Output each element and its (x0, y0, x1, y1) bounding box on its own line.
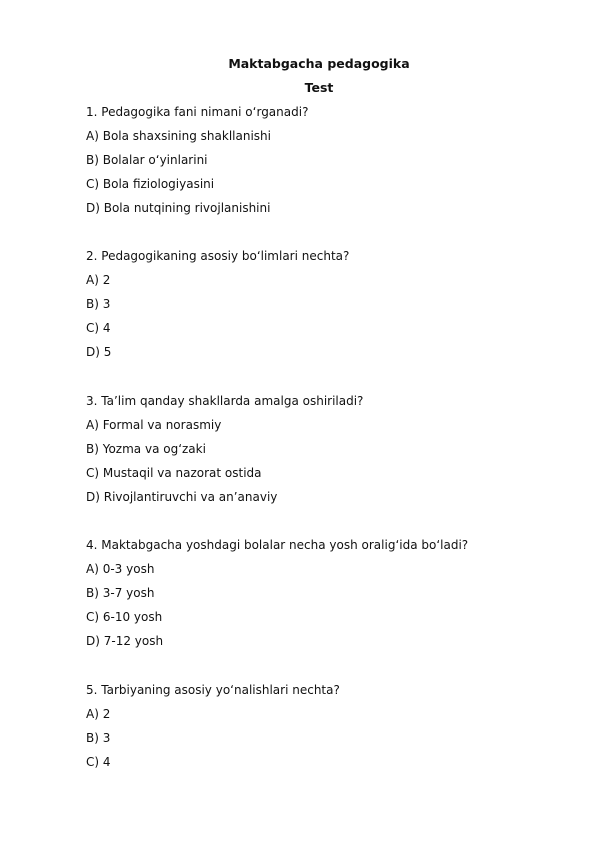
question-4 (86, 533, 468, 653)
answer-option: C) 6-10 yosh (86, 610, 163, 625)
answer-option: A) 0-3 yosh (86, 562, 155, 577)
answer-option: A) 2 (86, 707, 111, 722)
answer-option: C) Mustaqil va nazorat ostida (86, 466, 262, 481)
answer-option: A) Formal va norasmiy (86, 418, 222, 433)
answer-option: A) Bola shaxsining shakllanishi (86, 129, 271, 144)
question-text: 4. Maktabgacha yoshdagi bolalar necha yosh oralig‘ida bo‘ladi? (86, 538, 469, 552)
answer-option: B) Bolalar o‘yinlarini (86, 153, 208, 168)
answer-option: B) Yozma va og‘zaki (86, 442, 206, 457)
answer-option: C) 4 (86, 321, 111, 336)
answer-option: B) 3-7 yosh (86, 586, 155, 601)
question-1 (86, 100, 308, 220)
answer-option: D) 7-12 yosh (86, 634, 164, 649)
answer-option: B) 3 (86, 731, 111, 746)
answer-option: D) 5 (86, 345, 112, 360)
question-text: 5. Tarbiyaning asosiy yo‘nalishlari nechta? (86, 683, 340, 697)
answer-option: C) 4 (86, 755, 111, 770)
question-text: 1. Pedagogika fani nimani o‘rganadi? (86, 105, 309, 119)
question-2 (86, 244, 349, 364)
answer-option: C) Bola fiziologiyasini (86, 177, 215, 192)
answer-option: D) Rivojlantiruvchi va an’anaviy (86, 490, 278, 505)
document-title: Maktabgacha pedagogika (228, 56, 410, 71)
document-subtitle: Test (304, 80, 334, 95)
question-text: 2. Pedagogikaning asosiy bo‘limlari nechta? (86, 249, 350, 263)
question-text: 3. Ta’lim qanday shakllarda amalga oshiriladi? (86, 394, 364, 408)
answer-option: D) Bola nutqining rivojlanishini (86, 201, 271, 216)
answer-option: B) 3 (86, 297, 111, 312)
answer-option: A) 2 (86, 273, 111, 288)
question-5 (86, 678, 340, 774)
question-3 (86, 389, 363, 509)
